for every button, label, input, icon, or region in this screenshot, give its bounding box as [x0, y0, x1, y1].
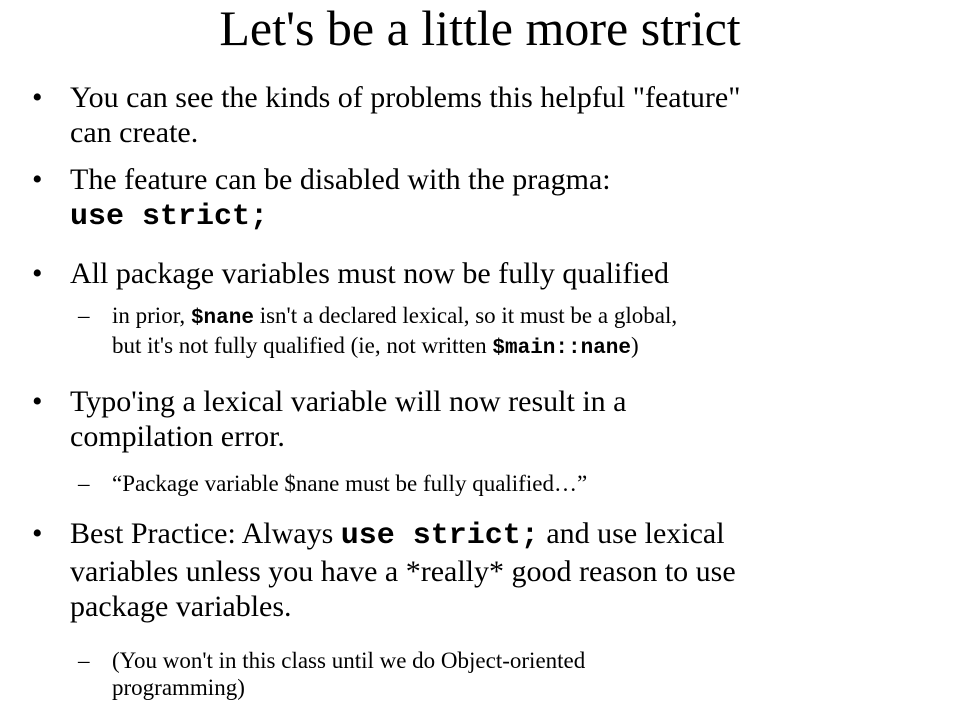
code-use-strict: use strict;	[70, 200, 269, 234]
bullet-icon: •	[32, 81, 43, 114]
sub-bullet-text	[112, 302, 912, 362]
dash-icon: –	[78, 648, 90, 673]
bullet-text	[70, 256, 920, 291]
code-main-nane: $main::nane	[492, 337, 632, 360]
bullet-line: The feature can be disabled with the pragma:	[70, 163, 611, 196]
bullet-text	[70, 384, 920, 454]
code-nane: $nane	[190, 307, 254, 330]
bullet-icon: •	[32, 257, 43, 290]
code-use-strict: use strict;	[340, 519, 539, 553]
bullet-text	[70, 162, 920, 235]
sub-text-segment: but it's not fully qualified (ie, not written	[112, 333, 493, 358]
bullet-line: Typo'ing a lexical variable will now result in a	[70, 385, 627, 418]
sub-line: (You won't in this class until we do Object-oriented	[112, 648, 586, 673]
bullet-line: All package variables must now be fully qualified	[70, 257, 669, 290]
bullet-line: You can see the kinds of problems this helpful "feature"	[70, 81, 741, 114]
bullet-icon: •	[32, 163, 43, 196]
error-message: “Package variable $nane must be fully qualified…”	[112, 471, 588, 496]
bullet-text	[70, 516, 920, 624]
bullet-icon: •	[32, 517, 43, 550]
bullet-line: package variables.	[70, 590, 292, 623]
sub-line: programming)	[112, 675, 245, 700]
bullet-line: compilation error.	[70, 420, 285, 453]
dash-icon: –	[78, 471, 90, 496]
sub-bullet-text	[112, 647, 912, 701]
bullet-text-segment: and use lexical	[538, 517, 725, 550]
dash-icon: –	[78, 303, 90, 328]
bullet-text-segment: Best Practice: Always	[70, 517, 341, 550]
sub-bullet-text	[112, 470, 912, 497]
bullet-icon: •	[32, 385, 43, 418]
slide-title: Let's be a little more strict	[219, 0, 741, 56]
sub-text-segment: in prior,	[112, 303, 191, 328]
sub-text-segment: )	[631, 333, 639, 358]
bullet-line: can create.	[70, 116, 199, 149]
sub-text-segment: isn't a declared lexical, so it must be a global,	[253, 303, 678, 328]
bullet-text	[70, 80, 920, 150]
bullet-line: variables unless you have a *really* good reason to use	[70, 555, 736, 588]
